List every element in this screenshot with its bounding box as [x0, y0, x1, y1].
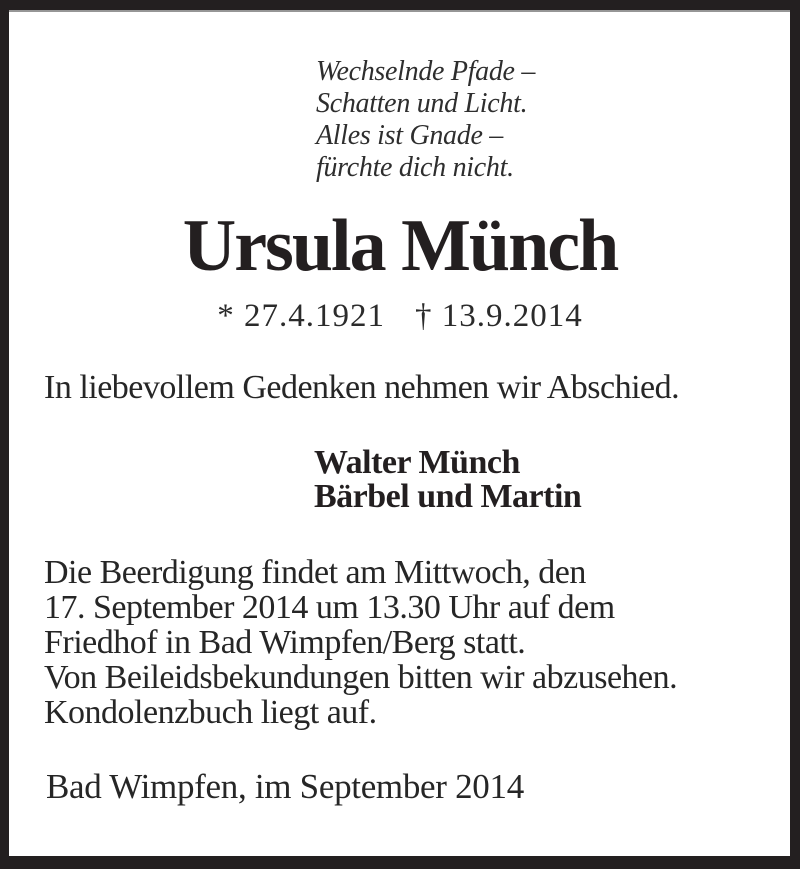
verse-line: Wechselnde Pfade –	[316, 56, 536, 87]
details-line: Die Beerdigung findet am Mittwoch, den	[44, 554, 586, 591]
funeral-details	[44, 555, 677, 730]
verse-line: fürchte dich nicht.	[316, 152, 514, 183]
verse-line: Alles ist Gnade –	[316, 120, 503, 151]
details-line: Friedhof in Bad Wimpfen/Berg statt.	[44, 624, 526, 661]
frame-top-inner-shadow	[9, 10, 790, 12]
mourner-line: Walter Münch	[314, 444, 520, 481]
deceased-name: Ursula Münch	[182, 205, 618, 287]
mourner-line: Bärbel und Martin	[314, 478, 582, 515]
frame-top-border	[0, 0, 800, 10]
details-line: 17. September 2014 um 13.30 Uhr auf dem	[44, 589, 615, 626]
verse-line: Schatten und Licht.	[316, 88, 528, 119]
birth-date: * 27.4.1921	[217, 298, 385, 334]
memorial-verse	[316, 56, 535, 184]
mourners-names	[314, 446, 581, 514]
frame-bottom-border	[0, 856, 800, 869]
frame-left-border	[0, 0, 9, 869]
life-dates	[0, 299, 800, 333]
death-date: † 13.9.2014	[415, 298, 583, 334]
frame-right-border	[790, 0, 800, 869]
farewell-sentence: In liebevollem Gedenken nehmen wir Abschied.	[44, 369, 680, 406]
place-date-line: Bad Wimpfen, im September 2014	[46, 767, 524, 806]
details-line: Von Beileidsbekundungen bitten wir abzusehen.	[44, 659, 678, 696]
details-line: Kondolenzbuch liegt auf.	[44, 694, 377, 731]
